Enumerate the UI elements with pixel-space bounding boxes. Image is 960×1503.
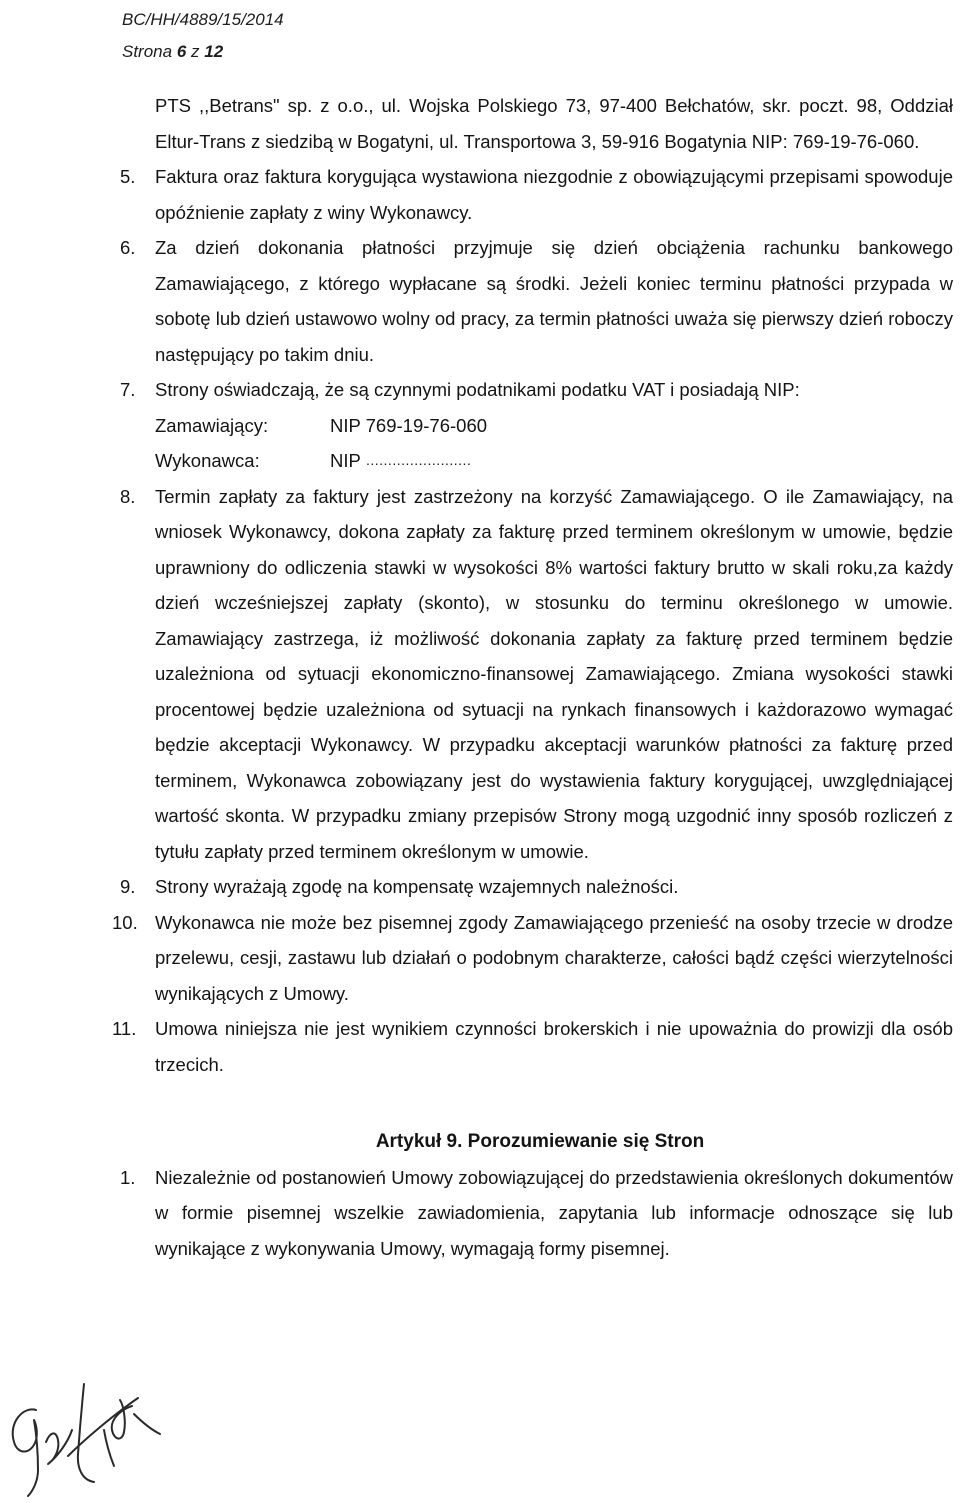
item-text: Faktura oraz faktura korygująca wystawiona niezgodnie z obowiązującymi przepisami spowoduje opóźnienie zapłaty z winy Wykonawcy. (155, 166, 953, 223)
signature-stroke (112, 1400, 132, 1439)
item-number: 8. (120, 485, 136, 507)
nip-row-wykonawca (155, 443, 960, 479)
nip-value: NIP 769-19-76-060 (330, 414, 488, 436)
section-list-item-1 (0, 1160, 960, 1267)
page-current: 6 (176, 42, 187, 61)
item-text: Niezależnie od postanowień Umowy zobowiązującej do przedstawienia określonych dokumentów w formie pisemnej wszelkie zawiadomienia, zapytania lub informacje odnoszące się lub wynikające z wykonywania Umowy, wymagają formy pisemnej. (155, 1166, 953, 1259)
document-body (0, 88, 960, 1266)
nip-label: Zamawiający: (155, 414, 269, 436)
nip-row-zamawiajacy (155, 408, 960, 444)
nip-blank-dots: ........................ (365, 452, 472, 468)
list-item-11 (0, 1011, 960, 1082)
signature-stroke (46, 1430, 72, 1464)
intro-paragraph: PTS ,,Betrans" sp. z o.o., ul. Wojska Polskiego 73, 97-400 Bełchatów, skr. poczt. 98, Oddział Eltur-Trans z siedzibą w Bogatyni, ul. Transportowa 3, 59-916 Bogatynia NIP: 769-19-76-060. (155, 95, 953, 152)
list-item-7 (0, 372, 960, 408)
item-number: 5. (120, 166, 136, 187)
item-number: 10. (112, 911, 138, 933)
page-prefix: Strona (122, 42, 173, 61)
document-reference: BC/HH/4889/15/2014 (122, 10, 284, 29)
list-item-10 (0, 905, 960, 1012)
item-text: Strony wyrażają zgodę na kompensatę wzajemnych należności. (155, 876, 679, 897)
item-text: Za dzień dokonania płatności przyjmuje się dzień obciążenia rachunku bankowego Zamawiającego, z którego wypłacane są środki. Jeżeli koniec terminu płatności przypada w sobotę lub dzień ustawowo wolny od pracy, za termin płatności uważa się pierwszy dzień roboczy następujący po takim dniu. (155, 237, 953, 365)
section-title: Artykuł 9. Porozumiewanie się Stron (375, 1131, 705, 1152)
list-item-6 (0, 230, 960, 372)
item-text: Wykonawca nie może bez pisemnej zgody Zamawiającego przenieść na osoby trzecie w drodze przelewu, cesji, zastawu lub działań o podobnym charakterze, całości bądź części wierzytelności wynikających z Umowy. (155, 911, 953, 1004)
nip-value: NIP (330, 450, 361, 471)
page-total: 12 (204, 42, 224, 61)
item-text: Termin zapłaty za faktury jest zastrzeżony na korzyść Zamawiającego. O ile Zamawiający, na wniosek Wykonawcy, dokona zapłaty za fakturę przed terminem określonym w umowie, będzie uprawniony do odliczenia stawki w wysokości 8% wartości faktury brutto w skali roku,za każdy dzień wcześniejszej zapłaty (skonto), w stosunku do terminu określonego w umowie. Zamawiający zastrzega, iż możliwość dokonania zapłaty za fakturę przed terminem będzie uzależniona od sytuacji ekonomiczno-finansowej Zamawiającego. Zmiana wysokości stawki procentowej będzie uzależniona od sytuacji na rynkach finansowych i każdorazowo wymagać będzie akceptacji Wykonawcy. W przypadku akceptacji warunków płatności za fakturę przed terminem, Wykonawca zobowiązany jest do wystawienia faktury korygującej, uwzględniającej wartość skonta. W przypadku zmiany przepisów Strony mogą uzgodnić inny sposób rozliczeń z tytułu zapłaty przed terminem określonym w umowie. (155, 485, 953, 862)
item-number: 1. (120, 1166, 136, 1188)
item-text: Umowa niniejsza nie jest wynikiem czynności brokerskich i nie upoważnia do prowizji dla osób trzecich. (155, 1018, 953, 1075)
page-separator: z (191, 42, 200, 61)
signature-stroke (104, 1430, 114, 1466)
page-header (122, 6, 284, 66)
item-number: 6. (120, 237, 136, 258)
list-item-8 (0, 479, 960, 870)
item-text: Strony oświadczają, że są czynnymi podatnikami podatku VAT i posiadają NIP: (155, 379, 800, 400)
item-number: 11. (112, 1018, 137, 1039)
item-number: 9. (120, 876, 136, 897)
nip-label: Wykonawca: (155, 450, 260, 471)
signature-stroke (13, 1409, 38, 1496)
list-item-5 (0, 159, 960, 230)
page-number (122, 38, 284, 66)
signature-stroke (134, 1414, 160, 1434)
list-item-9 (0, 869, 960, 905)
item-number: 7. (120, 379, 136, 400)
handwritten-signature (2, 1370, 162, 1500)
